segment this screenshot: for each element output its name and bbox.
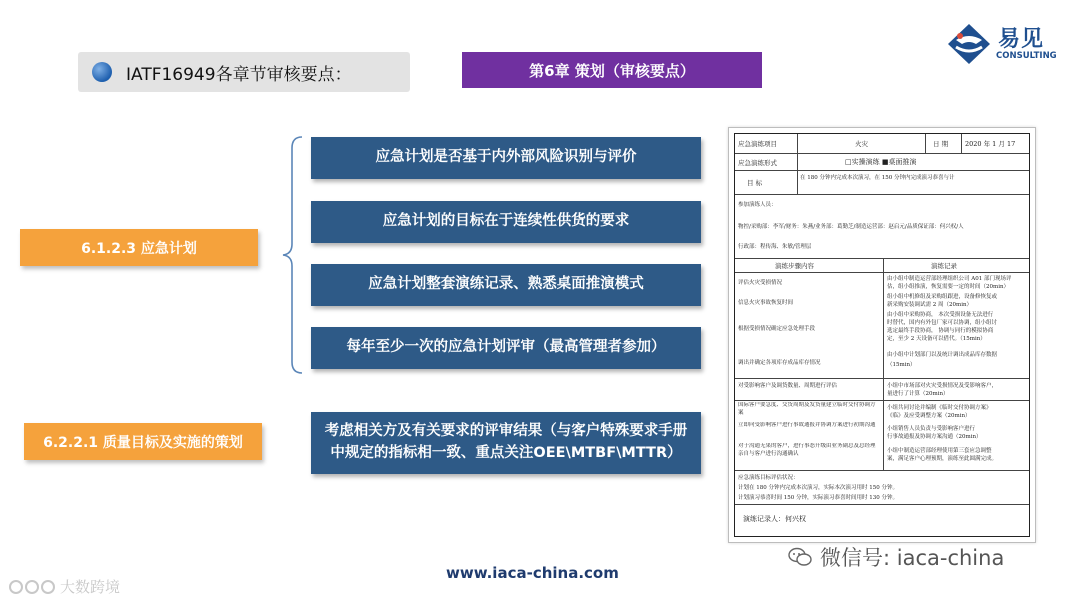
form-summary-line: 应急演练目标评估状况： [738, 475, 799, 481]
form-impact-right: 量进行了计算（20min） [887, 391, 949, 397]
wechat-icon [788, 546, 812, 568]
form-step-left: 调出并确定各项库存成品库存情况 [738, 360, 821, 366]
form-comm-right: 小组中制造运营部经理使用第三套应急调整 [887, 448, 992, 454]
form-summary [735, 470, 1029, 505]
form-participants-list: 物控/采购部：李军/财务：朱燕/业务部：葛勤芝/制造运营部：赵启元/品质保证部：何兴权/人 [738, 224, 964, 230]
form-comm-right: 行事故通报及协调方案沟通（20min） [887, 434, 982, 440]
form-value-format: □实操演练 ■桌面推演 [845, 158, 917, 166]
logo-name: 易见 [998, 27, 1045, 52]
form-step-left: 根据受损情况确定应急处理手段 [738, 326, 816, 332]
form-label-objective: 目 标 [747, 179, 763, 187]
form-steps-block [735, 272, 1029, 379]
form-comm-left: 立即向受影响客户进行事故通报并协调方案进行初期沟通 [738, 422, 876, 428]
form-recorder: 演练记录人：何兴权 [743, 515, 806, 523]
form-value-project: 火灾 [855, 140, 868, 148]
form-impact-left: 对受影响客户及调货数量、周期进行评估 [738, 383, 838, 389]
form-step-right: 新采购安装调试需 2 周（20min） [887, 302, 973, 308]
form-impact-right: 小组中市场部对火灾受损情况及受影响客户， [887, 383, 998, 389]
drill-record-form [728, 127, 1036, 543]
form-value-objective: 在 180 分钟内完成本次演习，在 150 分钟内完成演习恭喜与计 [800, 175, 955, 181]
form-comm-left: 对于沟通无果的客户，进行事态升级由业务副总及总经理亲自与客户进行沟通确认 [738, 443, 876, 457]
header-title-box [78, 52, 410, 92]
wechat-id [788, 542, 1004, 572]
form-step-right: 时替代，国内有外包厂家可以协调，组小组讨 [887, 320, 998, 326]
form-step-right: 估，组小组推演，恢复需要一定的时间（20min） [887, 284, 1010, 290]
point-risk-based: 应急计划是否基于内外部风险识别与评价 [311, 137, 701, 179]
form-step-right: 由小组中计划部门以及统计调出成品库存数据 [887, 352, 998, 358]
point-continuous-supply: 应急计划的目标在于连续性供货的要求 [311, 201, 701, 243]
section-label-contingency: 6.1.2.3 应急计划 [20, 229, 258, 266]
watermark [8, 576, 120, 597]
form-communication-block [735, 400, 1029, 471]
company-logo [946, 22, 1058, 68]
chapter-banner: 第6章 策划（审核要点） [462, 52, 762, 88]
form-header-steps: 演练步骤内容 [775, 262, 814, 270]
form-comm-right: 小组共同讨论并编制《临时交付协调方案》 [887, 405, 992, 411]
logo-subtitle: CONSULTING [996, 51, 1057, 61]
form-participants [735, 194, 1029, 259]
form-row-project [735, 134, 1029, 154]
point-drill-records: 应急计划整套演练记录、熟悉桌面推演模式 [311, 264, 701, 306]
form-summary-line: 计划在 180 分钟内完成本次演习，实际本次演习用时 150 分钟。 [738, 485, 898, 491]
form-comm-right: 案，满足客户心理预期，演练至此圆满完成。 [887, 456, 998, 462]
form-row-objective [735, 170, 1029, 195]
bullet-dot-icon [92, 62, 112, 82]
form-row-format [735, 153, 1029, 171]
form-comm-left: 国际客户要急度、交货周期及发货量建立临时交付协调方案 [738, 402, 876, 416]
form-table [734, 133, 1030, 537]
form-summary-line: 计划演习恭喜时间 150 分钟，实际演习恭喜时间用时 130 分钟。 [738, 495, 898, 501]
form-comm-right: 《临》及应受调整方案（20min） [887, 413, 971, 419]
form-value-date: 2020 年 1 月 17 [965, 140, 1016, 148]
form-step-right: 由小组中制造运营部经理组织公司 A01 部门现场评 [887, 276, 1012, 282]
form-step-right: 由小组中采购协商， 本次受损设备无法进行 [887, 312, 994, 318]
watermark-text: 大数跨境 [60, 578, 121, 596]
grouping-bracket [282, 136, 304, 374]
form-label-date: 日 期 [933, 140, 949, 148]
footer-website-url[interactable]: www.iaca-china.com [446, 564, 619, 582]
form-comm-right: 小组销售人员负责与受影响客户进行 [887, 426, 976, 432]
form-steps-header [735, 258, 1029, 273]
logo-emblem-icon [946, 22, 992, 66]
form-step-left: 评估火灾受损情况 [738, 280, 783, 286]
form-step-right: 选定最终手段协商， 协调与同行的模拟协商 [887, 328, 994, 334]
form-customer-impact [735, 378, 1029, 401]
form-step-right: （15min） [887, 362, 916, 368]
form-label-format: 应急演练形式 [738, 159, 777, 167]
wechat-id-text: 微信号: iaca-china [820, 546, 1005, 570]
form-participants-admin: 行政部：程传海、朱敏/管理层 [738, 244, 812, 250]
form-label-project: 应急演练项目 [738, 140, 777, 148]
form-step-right: 组小组中机修组及采购组跟进，设备修恢复或 [887, 294, 998, 300]
form-step-right: 定，至少 2 天设备可以借代。（15min） [887, 336, 986, 342]
form-header-record: 演练记录 [931, 262, 957, 270]
watermark-logo-icon [8, 578, 56, 596]
header-title: IATF16949各章节审核要点： [126, 64, 352, 85]
form-participants-label: 参加演练人员： [738, 202, 777, 208]
form-step-left: 信息火灾事故恢复时间 [738, 300, 794, 306]
point-quality-objectives: 考虑相关方及有关要求的评审结果（与客户特殊要求手册中规定的指标相一致、重点关注OEE\MTBF\MTTR） [311, 412, 701, 474]
section-label-quality-objectives: 6.2.2.1 质量目标及实施的策划 [24, 423, 262, 460]
point-annual-review: 每年至少一次的应急计划评审（最高管理者参加） [311, 327, 701, 369]
